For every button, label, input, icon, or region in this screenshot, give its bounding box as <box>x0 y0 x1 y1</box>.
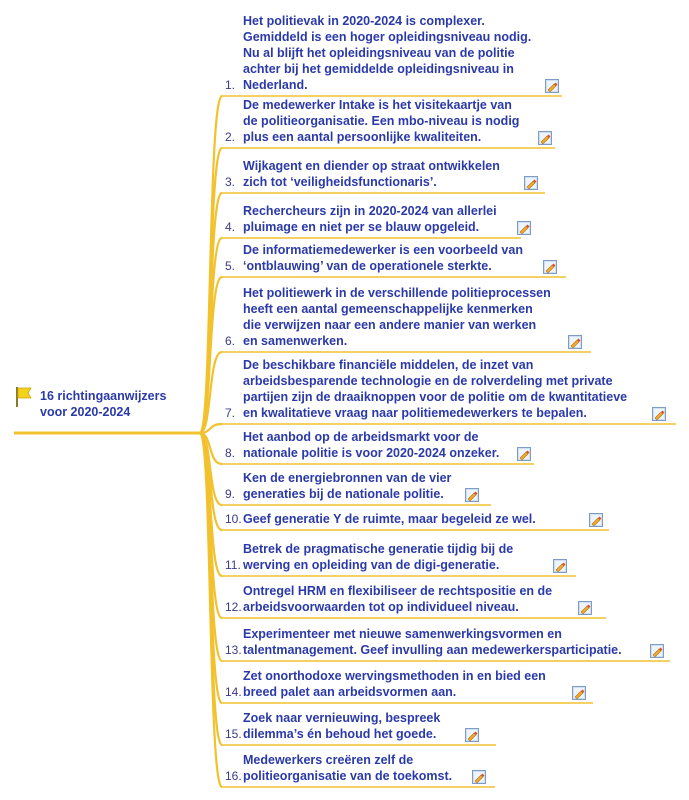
branch-text-line: achter bij het gemiddelde opleidingsniveau in <box>243 62 514 76</box>
branch-text-line: de politieorganisatie. Een mbo-niveau is nodig <box>243 114 520 128</box>
root-title <box>40 388 166 420</box>
branch-text-line: nationale politie is voor 2020-2024 onzeker. <box>243 446 500 460</box>
branch-text-line: dilemma’s én behoud het goede. <box>243 727 437 741</box>
root-topic[interactable] <box>14 388 166 420</box>
branch-text-line: Rechercheurs zijn in 2020-2024 van allerlei <box>243 204 497 218</box>
branch-text-line: zich tot ‘veiligheidsfunctionaris’. <box>243 175 437 189</box>
branch-number: 7. <box>225 406 236 420</box>
note-icon[interactable] <box>545 79 559 93</box>
root-title-line-1: 16 richtingaanwijzers <box>40 389 167 403</box>
branch-number: 6. <box>225 334 236 348</box>
branch-number: 3. <box>225 175 236 189</box>
branch-text-line: partijen zijn de draaiknoppen voor de politie om de kwantitatieve <box>243 390 628 404</box>
note-icon[interactable] <box>572 686 586 700</box>
branch-text-line: en kwalitatieve vraag naar politiemedewerkers te bepalen. <box>243 406 587 420</box>
branch-text-line: Nederland. <box>243 78 308 92</box>
branch-text-line: plus een aantal persoonlijke kwaliteiten. <box>243 130 482 144</box>
branch-text-line: Betrek de pragmatische generatie tijdig bij de <box>243 542 514 556</box>
branch-number: 5. <box>225 259 236 273</box>
branch-text-line: Het politiewerk in de verschillende politieprocessen <box>243 286 551 300</box>
note-icon[interactable] <box>568 335 582 349</box>
branch-number: 13. <box>225 643 242 657</box>
branch-text-line: Zet onorthodoxe wervingsmethoden in en bied een <box>243 669 546 683</box>
branch-text-line: De informatiemedewerker is een voorbeeld van <box>243 243 523 257</box>
note-icon[interactable] <box>650 644 664 658</box>
branch-text-line: Ken de energiebronnen van de vier <box>243 471 452 485</box>
branch-number: 1. <box>225 78 236 92</box>
branch-text-line: Geef generatie Y de ruimte, maar begeleid ze wel. <box>243 512 536 526</box>
branch-text-line: Wijkagent en diender op straat ontwikkelen <box>243 159 500 173</box>
note-icon[interactable] <box>578 601 592 615</box>
branch-text-line: De beschikbare financiële middelen, de inzet van <box>243 358 534 372</box>
branch-text-line: ‘ontblauwing’ van de operationele sterkte. <box>243 259 492 273</box>
branch-text-line: Het aanbod op de arbeidsmarkt voor de <box>243 430 479 444</box>
branch-number: 10. <box>225 512 242 526</box>
branch-text-line: Zoek naar vernieuwing, bespreek <box>243 711 441 725</box>
note-icon[interactable] <box>465 728 479 742</box>
branch-text-line: talentmanagement. Geef invulling aan medewerkersparticipatie. <box>243 643 622 657</box>
note-icon[interactable] <box>589 513 603 527</box>
note-icon[interactable] <box>652 407 666 421</box>
branch-number: 16. <box>225 769 242 783</box>
branch-text-line: Ontregel HRM en flexibiliseer de rechtspositie en de <box>243 584 553 598</box>
branch-number: 14. <box>225 685 242 699</box>
branch-number: 15. <box>225 727 242 741</box>
branch-text-line: die verwijzen naar een andere manier van werken <box>243 318 537 332</box>
branch-number: 12. <box>225 600 242 614</box>
note-icon[interactable] <box>543 260 557 274</box>
branch-text-line: en samenwerken. <box>243 334 348 348</box>
note-icon[interactable] <box>524 176 538 190</box>
branch-text-line: heeft een aantal gemeenschappelijke kenmerken <box>243 302 533 316</box>
branch-number: 8. <box>225 446 236 460</box>
note-icon[interactable] <box>472 770 486 784</box>
branch-number: 4. <box>225 220 236 234</box>
branch-text-line: Gemiddeld is een hoger opleidingsniveau nodig. <box>243 30 532 44</box>
branch-number: 2. <box>225 130 236 144</box>
note-icon[interactable] <box>517 221 531 235</box>
branch-text-line: De medewerker Intake is het visitekaartje van <box>243 98 512 112</box>
note-icon[interactable] <box>553 559 567 573</box>
note-icon[interactable] <box>517 447 531 461</box>
flag-icon <box>14 386 34 408</box>
branch-text-line: breed palet aan arbeidsvormen aan. <box>243 685 457 699</box>
branch-text-line: werving en opleiding van de digi-generatie. <box>243 558 500 572</box>
note-icon[interactable] <box>465 488 479 502</box>
branch-number: 11. <box>225 558 241 572</box>
branch-text-line: Experimenteer met nieuwe samenwerkingsvormen en <box>243 627 562 641</box>
branch-number: 9. <box>225 487 236 501</box>
branch-text-line: arbeidsvoorwaarden tot op individueel niveau. <box>243 600 519 614</box>
note-icon[interactable] <box>538 131 552 145</box>
root-title-line-2: voor 2020-2024 <box>40 405 131 419</box>
branch-text-line: Nu al blijft het opleidingsniveau van de politie <box>243 46 515 60</box>
branch-text-line: Het politievak in 2020-2024 is complexer. <box>243 14 485 28</box>
branch-text-line: Medewerkers creëren zelf de <box>243 753 414 767</box>
branch-text-line: arbeidsbesparende technologie en de rolverdeling met private <box>243 374 613 388</box>
branch-text-line: generaties bij de nationale politie. <box>243 487 444 501</box>
branch-text-line: pluimage en niet per se blauw opgeleid. <box>243 220 480 234</box>
branch-text-line: politieorganisatie van de toekomst. <box>243 769 453 783</box>
